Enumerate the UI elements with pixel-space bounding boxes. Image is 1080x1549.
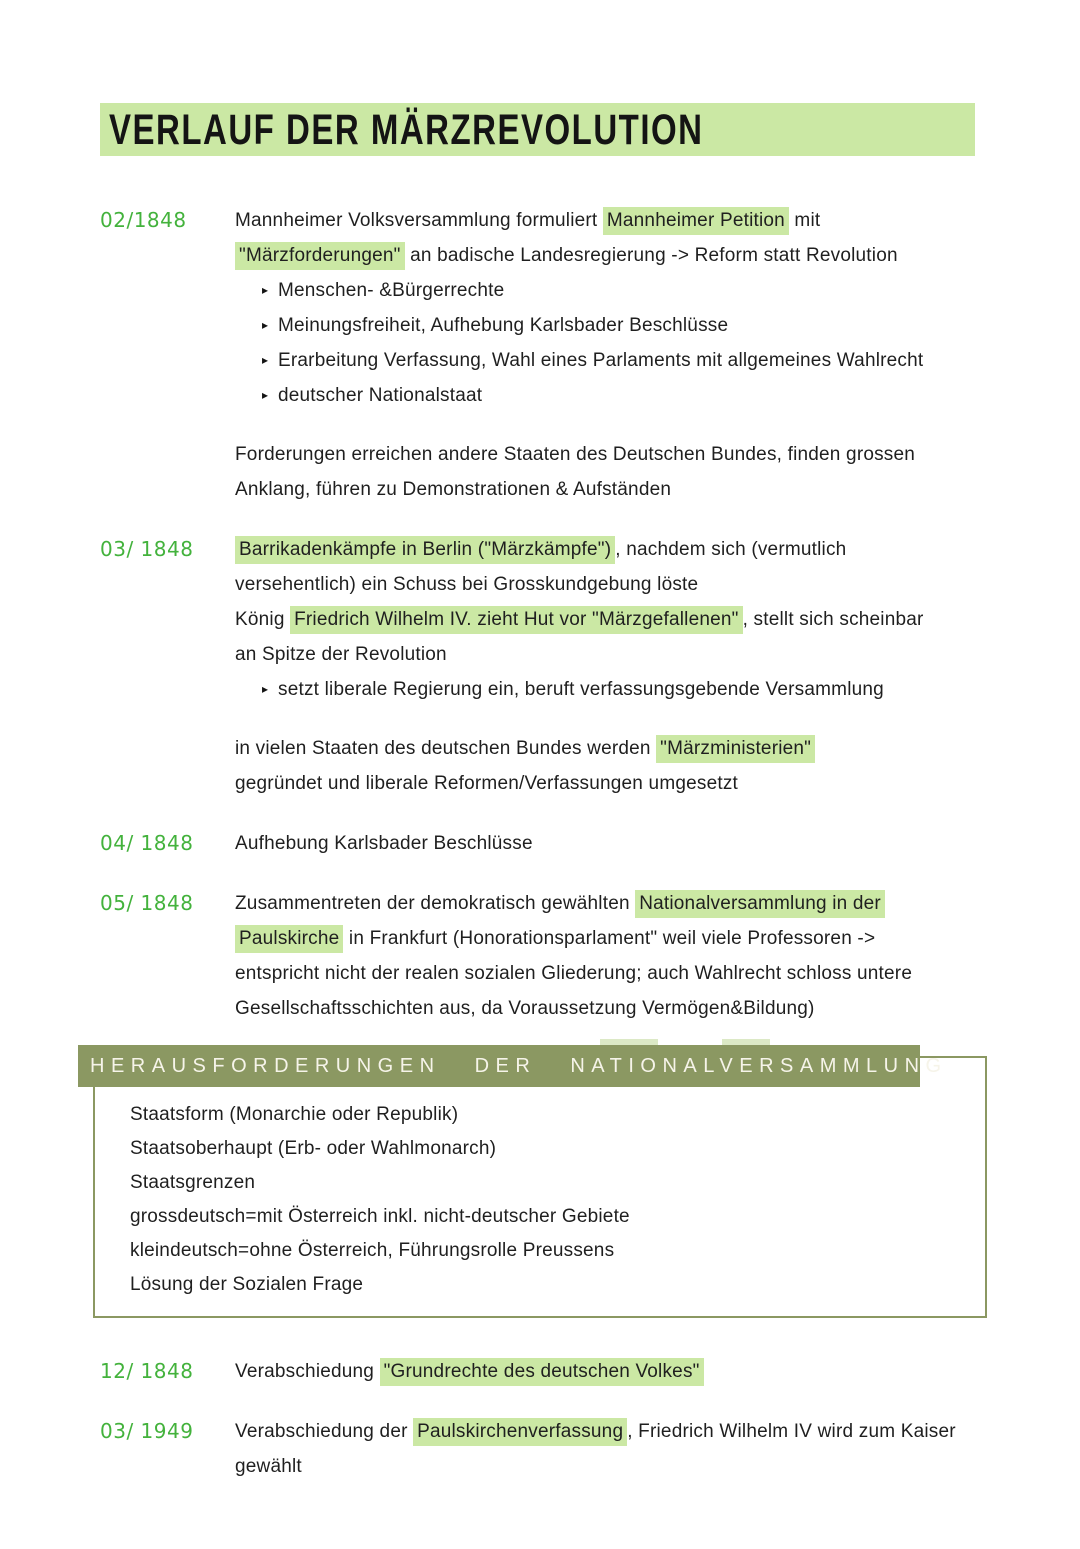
text-segment: an badische Landesregierung -> Reform statt Revolution bbox=[404, 245, 898, 266]
entry-date: 03/ 1848 bbox=[100, 537, 194, 561]
highlighted-text: "Grundrechte des deutschen Volkes" bbox=[380, 1358, 704, 1386]
text-segment: gewählt bbox=[235, 1456, 302, 1477]
challenge-item: grossdeutsch=mit Österreich inkl. nicht-deutscher Gebiete bbox=[130, 1206, 630, 1227]
bullet-arrow-icon: ▸ bbox=[262, 388, 269, 402]
text-line bbox=[235, 602, 1080, 637]
text-segment: Forderungen erreichen andere Staaten des Deutschen Bundes, finden grossen bbox=[235, 444, 916, 465]
bullet-text: Menschen- &Bürgerrechte bbox=[278, 280, 505, 301]
text-line bbox=[235, 766, 1080, 801]
bullet-list bbox=[235, 273, 1080, 413]
text-segment: Verabschiedung bbox=[235, 1361, 380, 1382]
paragraph bbox=[235, 731, 1080, 801]
timeline-entry bbox=[100, 826, 1080, 861]
text-line bbox=[235, 437, 1080, 472]
entry-content bbox=[235, 203, 1080, 507]
entry-content bbox=[235, 1414, 1080, 1484]
text-segment: Mannheimer Volksversammlung formuliert bbox=[235, 210, 603, 231]
entry-content bbox=[235, 826, 1080, 861]
text-segment: entspricht nicht der realen sozialen Gliederung; auch Wahlrecht schloss untere bbox=[235, 963, 913, 984]
timeline-entry bbox=[100, 1414, 1080, 1484]
bullet-text: deutscher Nationalstaat bbox=[278, 385, 483, 406]
bullet-list bbox=[235, 672, 1080, 707]
entry-date: 02/1848 bbox=[100, 208, 187, 232]
text-segment: gegründet und liberale Reformen/Verfassungen umgesetzt bbox=[235, 773, 739, 794]
text-line bbox=[235, 203, 1080, 238]
entry-date: 12/ 1848 bbox=[100, 1359, 194, 1383]
page-title-bar bbox=[100, 103, 975, 156]
entry-date: 03/ 1949 bbox=[100, 1419, 194, 1443]
page-title: VERLAUF DER MÄRZREVOLUTION bbox=[109, 105, 704, 153]
entry-date: 04/ 1848 bbox=[100, 831, 194, 855]
highlighted-text: Barrikadenkämpfe in Berlin ("Märzkämpfe") bbox=[235, 536, 615, 564]
highlighted-text: "Märzministerien" bbox=[656, 735, 815, 763]
challenge-item: kleindeutsch=ohne Österreich, Führungsrolle Preussens bbox=[130, 1240, 615, 1261]
bullet-item bbox=[235, 672, 1080, 707]
text-segment: , stellt sich scheinbar bbox=[742, 609, 924, 630]
timeline-entry bbox=[100, 203, 1080, 507]
highlighted-text: Paulskirchenverfassung bbox=[413, 1418, 627, 1446]
entry-date: 05/ 1848 bbox=[100, 891, 194, 915]
entry-content bbox=[235, 532, 1080, 801]
text-line bbox=[235, 1449, 1080, 1484]
paragraph bbox=[235, 886, 1080, 1026]
text-segment: Zusammentreten der demokratisch gewählten bbox=[235, 893, 636, 914]
paragraph bbox=[235, 203, 1080, 273]
entry-content bbox=[235, 1354, 1080, 1389]
bullet-arrow-icon: ▸ bbox=[262, 283, 269, 297]
timeline bbox=[90, 203, 1080, 1484]
bullet-text: setzt liberale Regierung ein, beruft verfassungsgebende Versammlung bbox=[278, 679, 884, 700]
paragraph bbox=[235, 826, 1080, 861]
text-segment: Gesellschaftsschichten aus, da Voraussetzung Vermögen&Bildung) bbox=[235, 998, 815, 1019]
challenges-header-text: HERAUSFORDERUNGEN DER NATIONALVERSAMMLUNG bbox=[90, 1054, 948, 1077]
text-line bbox=[235, 886, 1080, 921]
timeline-entry bbox=[100, 532, 1080, 801]
highlighted-text: "Märzforderungen" bbox=[235, 242, 405, 270]
text-segment: König bbox=[235, 609, 291, 630]
text-segment: , Friedrich Wilhelm IV wird zum Kaiser bbox=[627, 1421, 956, 1442]
text-line bbox=[235, 532, 1080, 567]
bullet-arrow-icon: ▸ bbox=[262, 318, 269, 332]
text-line bbox=[235, 921, 1080, 956]
paragraph bbox=[235, 1354, 1080, 1389]
text-line bbox=[235, 567, 1080, 602]
highlighted-text: Friedrich Wilhelm IV. zieht Hut vor "Märzgefallenen" bbox=[290, 606, 743, 634]
challenges-header bbox=[78, 1045, 948, 1087]
highlighted-text: Mannheimer Petition bbox=[603, 207, 789, 235]
text-line bbox=[235, 472, 1080, 507]
bullet-item bbox=[235, 273, 1080, 308]
text-segment: an Spitze der Revolution bbox=[235, 644, 447, 665]
text-segment: , nachdem sich (vermutlich bbox=[615, 539, 847, 560]
timeline-entry bbox=[100, 1354, 1080, 1389]
text-line bbox=[235, 1354, 1080, 1389]
text-line bbox=[235, 991, 1080, 1026]
challenges-section bbox=[90, 1045, 1080, 1318]
bullet-item bbox=[235, 378, 1080, 413]
text-segment: mit bbox=[788, 210, 821, 231]
bullet-item bbox=[235, 308, 1080, 343]
bullet-text: Meinungsfreiheit, Aufhebung Karlsbader Beschlüsse bbox=[278, 315, 729, 336]
paragraph bbox=[235, 1414, 1080, 1484]
text-segment: Aufhebung Karlsbader Beschlüsse bbox=[235, 833, 533, 854]
text-line bbox=[235, 1414, 1080, 1449]
text-segment: in vielen Staaten des deutschen Bundes werden bbox=[235, 738, 657, 759]
challenges-box bbox=[93, 1056, 987, 1318]
text-line bbox=[235, 826, 1080, 861]
challenge-item: Staatsgrenzen bbox=[130, 1172, 256, 1193]
paragraph bbox=[235, 532, 1080, 672]
timeline-entry bbox=[100, 886, 1080, 1026]
paragraph bbox=[235, 437, 1080, 507]
bullet-item bbox=[235, 343, 1080, 378]
bullet-arrow-icon: ▸ bbox=[262, 353, 269, 367]
bullet-text: Erarbeitung Verfassung, Wahl eines Parlaments mit allgemeines Wahlrecht bbox=[278, 350, 924, 371]
text-segment: in Frankfurt (Honorationsparlament" weil viele Professoren -> bbox=[343, 928, 876, 949]
challenge-item: Lösung der Sozialen Frage bbox=[130, 1274, 364, 1295]
text-line bbox=[235, 238, 1080, 273]
highlighted-text: Paulskirche bbox=[235, 925, 343, 953]
text-segment: Anklang, führen zu Demonstrationen & Aufständen bbox=[235, 479, 672, 500]
entry-content bbox=[235, 886, 1080, 1026]
text-line bbox=[235, 637, 1080, 672]
bullet-arrow-icon: ▸ bbox=[262, 682, 269, 696]
text-segment: versehentlich) ein Schuss bei Grosskundgebung löste bbox=[235, 574, 699, 595]
text-segment: Verabschiedung der bbox=[235, 1421, 414, 1442]
challenge-item: Staatsform (Monarchie oder Republik) bbox=[130, 1104, 459, 1125]
challenge-item: Staatsoberhaupt (Erb- oder Wahlmonarch) bbox=[130, 1138, 497, 1159]
text-line bbox=[235, 956, 1080, 991]
text-line bbox=[235, 731, 1080, 766]
highlighted-text: Nationalversammlung in der bbox=[635, 890, 885, 918]
